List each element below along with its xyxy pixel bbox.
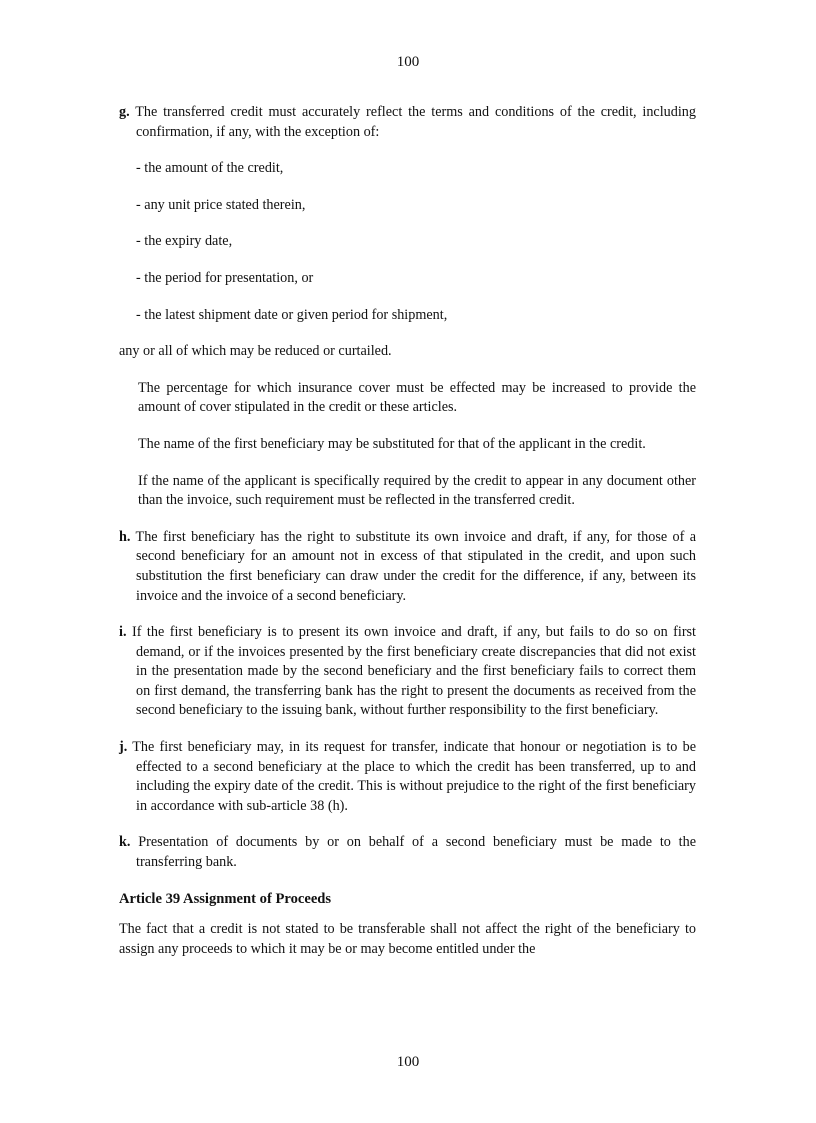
document-body: [119, 103, 696, 959]
clause-g-paragraph-applicant: If the name of the applicant is specifically required by the credit to appear in any document other than the invoice, such requirement must be reflected in the transferred credit.: [138, 472, 696, 509]
clause-j: [119, 738, 696, 816]
clause-g-bullet-4: - the period for presentation, or: [136, 269, 314, 286]
clause-g: [119, 103, 696, 142]
clause-g-mark: g.: [119, 104, 130, 120]
clause-h-text: The first beneficiary has the right to substitute its own invoice and draft, if any, for those of a second beneficiary for an amount not in excess of that stipulated in the credit, and upon such substitution the first beneficiary can draw under the credit for the difference, if any, between its invoice and the invoice of a second beneficiary.: [135, 528, 696, 604]
clause-i-text: If the first beneficiary is to present its own invoice and draft, if any, but fails to do so on first demand, or if the invoices presented by the first beneficiary create discrepancies that did not exist in the presentation made by the second beneficiary and the first beneficiary fails to correct them on first demand, the transferring bank has the right to present the documents as received from the second beneficiary to the issuing bank, without further responsibility to the first beneficiary.: [131, 624, 697, 719]
clause-g-paragraph-insurance: The percentage for which insurance cover must be effected may be increased to provide the amount of cover stipulated in the credit or these articles.: [138, 379, 696, 416]
clause-i-mark: i.: [119, 624, 127, 641]
clause-g-bullet-2: - any unit price stated therein,: [136, 196, 306, 213]
clause-h-mark: h.: [119, 528, 131, 545]
clause-k-text: Presentation of documents by or on behalf of a second beneficiary must be made to the transferring bank.: [136, 834, 697, 871]
clause-g-text: The transferred credit must accurately reflect the terms and conditions of the credit, including confirmation, if any, with the exception of:: [135, 104, 696, 140]
clause-i: [119, 623, 696, 721]
clause-g-bullet-3: - the expiry date,: [136, 233, 233, 250]
clause-g-paragraph-name: The name of the first beneficiary may be substituted for that of the applicant in the credit.: [138, 435, 646, 452]
clause-j-mark: j.: [119, 739, 128, 756]
clause-g-after: any or all of which may be reduced or curtailed.: [119, 343, 392, 360]
clause-j-text: The first beneficiary may, in its request for transfer, indicate that honour or negotiation is to be effected to a second beneficiary at the place to which the credit has been transferred, up to and including the expiry date of the credit. This is without prejudice to the right of the first beneficiary in accordance with sub-article 38 (h).: [132, 739, 696, 814]
clause-g-bullet-1: - the amount of the credit,: [136, 160, 284, 177]
clause-k-mark: k.: [119, 834, 131, 851]
article-39-heading: Article 39 Assignment of Proceeds: [119, 890, 332, 907]
page-number-bottom: 100: [396, 1054, 420, 1070]
clause-g-bullet-5: - the latest shipment date or given period for shipment,: [136, 306, 448, 323]
page-number-top: 100: [396, 54, 420, 70]
clause-k: [119, 833, 696, 872]
article-39-text: The fact that a credit is not stated to be transferable shall not affect the right of the beneficiary to assign any proceeds to which it may be or may become entitled under the: [119, 921, 696, 957]
clause-h: [119, 528, 696, 606]
